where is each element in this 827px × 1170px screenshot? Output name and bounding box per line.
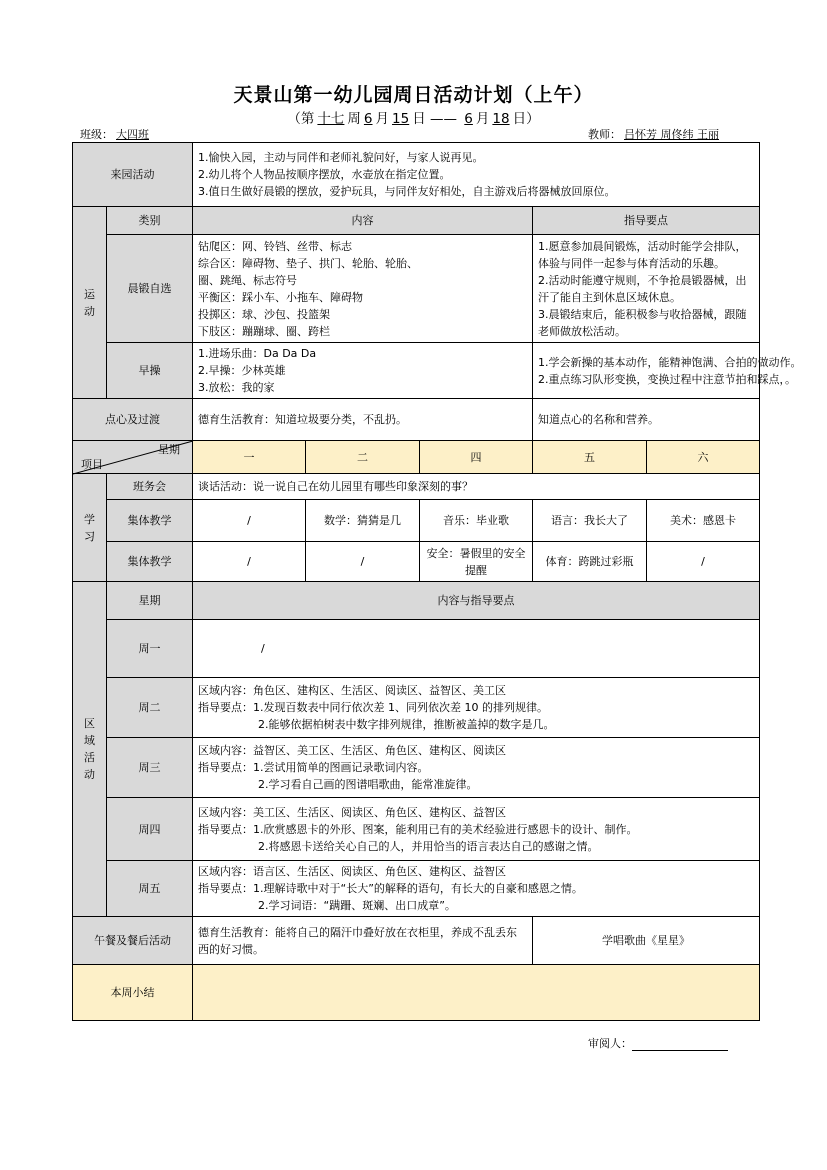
- area-content-wed: [193, 738, 760, 798]
- area-col-day: 星期: [107, 582, 193, 620]
- area-line: 2.将感恩卡送给关心自己的人，并用恰当的语言表达自己的感谢之情。: [258, 839, 599, 853]
- summary-row: [73, 965, 760, 1021]
- exercise-line: 3.放松：我的家: [198, 381, 275, 394]
- class-value: 大四班: [116, 128, 149, 141]
- snack-row: [73, 399, 760, 441]
- reviewer-label: 审阅人：: [588, 1037, 632, 1050]
- morning-line: 综合区：障碍物、垫子、拱门、轮胎、轮胎、: [198, 256, 418, 270]
- subtitle-sep: ——: [430, 111, 457, 127]
- sports-label-char: 动: [84, 304, 95, 318]
- end-day: 18: [492, 111, 510, 127]
- area-line: 2.学习词语：“蹒跚、斑斓、出口成章”。: [258, 899, 456, 912]
- group2-cell: /: [647, 542, 760, 582]
- reviewer-signature-line[interactable]: [632, 1038, 728, 1051]
- area-day-tue: 周二: [107, 678, 193, 738]
- morning-line: 平衡区：踩小车、小拖车、障碍物: [198, 290, 363, 304]
- class-meeting-content: 谈话活动：说一说自己在幼儿园里有哪些印象深刻的事？: [193, 474, 760, 500]
- area-line: 2.能够依据柏树表中数字排列规律，推断被盖掉的数字是几。: [258, 718, 555, 731]
- arrival-line: 3.值日生做好晨锻的摆放，爱护玩具，与同伴友好相处，自主游戏后将器械放回原位。: [198, 185, 616, 198]
- item-label: 项目: [81, 458, 103, 471]
- exercise-row: [73, 343, 760, 399]
- snack-guide: 知道点心的名称和营养。: [533, 399, 760, 441]
- arrival-row: [73, 143, 760, 207]
- group-teaching-row: [73, 542, 760, 582]
- subtitle-week-word: 周: [347, 111, 361, 127]
- group1-cell: 音乐：毕业歌: [420, 500, 533, 542]
- lunch-label: 午餐及餐后活动: [73, 917, 193, 965]
- group1-cell: 美术：感恩卡: [647, 500, 760, 542]
- day-mon: 一: [193, 441, 306, 474]
- area-day-mon: 周一: [107, 620, 193, 678]
- group-teaching-row: [73, 500, 760, 542]
- snack-label: 点心及过渡: [73, 399, 193, 441]
- exercise-guide-line: 1.学会新操的基本动作，能精神饱满、合拍的做动作。: [538, 355, 802, 369]
- group2-cell: /: [306, 542, 420, 582]
- subtitle-day1: 日: [412, 111, 426, 127]
- class-meeting-label: 班务会: [107, 474, 193, 500]
- group-teaching-label: 集体教学: [107, 542, 193, 582]
- area-line: 指导要点：1.尝试用简单的图画记录歌词内容。: [198, 761, 429, 774]
- day-sat: 六: [647, 441, 760, 474]
- subtitle-open: （第: [287, 111, 315, 127]
- teacher-label: 教师：: [588, 128, 621, 141]
- class-meeting-row: [73, 474, 760, 500]
- group1-cell: /: [193, 500, 306, 542]
- plan-table: [72, 142, 802, 1021]
- area-row-mon: [73, 620, 760, 678]
- weekday-label: 星期: [158, 443, 180, 456]
- study-label-char: 学: [84, 512, 95, 526]
- day-thu: 四: [420, 441, 533, 474]
- morning-line: 下肢区：蹦蹦球、圈、跨栏: [198, 324, 330, 338]
- area-content-mon: /: [193, 620, 760, 678]
- area-line: 指导要点：1.理解诗歌中对于“长大”的解释的语句，有长大的自豪和感恩之情。: [198, 882, 583, 895]
- area-line: 区域内容：美工区、生活区、阅读区、角色区、建构区、益智区: [198, 805, 506, 819]
- col-type: 类别: [107, 207, 193, 235]
- area-label-char: 区: [84, 717, 95, 730]
- arrival-line: 1.愉快入园，主动与同伴和老师礼貌问好，与家人说再见。: [198, 151, 484, 164]
- area-label-char: 域: [84, 734, 95, 747]
- reviewer: [588, 1035, 728, 1051]
- area-row-thu: [73, 798, 760, 861]
- start-month: 6: [363, 111, 373, 127]
- class-label: 班级：: [80, 128, 113, 141]
- page-title: 天景山第一幼儿园周日活动计划（上午）: [233, 84, 594, 106]
- morning-content: [193, 235, 533, 343]
- subtitle-close: 日）: [512, 111, 540, 127]
- group1-cell: 语言：我长大了: [533, 500, 647, 542]
- summary-content[interactable]: [193, 965, 760, 1021]
- teacher-value: 吕怀芳 周佟纬 王丽: [624, 128, 719, 141]
- end-month: 6: [464, 111, 473, 127]
- sports-label: [73, 207, 107, 399]
- subtitle-month1: 月: [375, 111, 390, 127]
- area-line: 区域内容：益智区、美工区、生活区、角色区、建构区、阅读区: [198, 744, 506, 757]
- date-range: [0, 107, 827, 127]
- start-day: 15: [392, 111, 410, 127]
- arrival-label: 来园活动: [73, 143, 193, 207]
- arrival-content: [193, 143, 760, 207]
- group2-cell: 体育：跨跳过彩瓶: [533, 542, 647, 582]
- group1-cell: 数学：猜猜是几: [306, 500, 420, 542]
- class-info: [80, 126, 176, 142]
- day-tue: 二: [306, 441, 420, 474]
- morning-guide: [533, 235, 760, 343]
- exercise-guide: [533, 343, 802, 399]
- col-content: 内容: [193, 207, 533, 235]
- day-fri: 五: [533, 441, 647, 474]
- morning-line: 投掷区：球、沙包、投篮架: [198, 307, 330, 321]
- week-header-row: [73, 441, 760, 474]
- area-content-thu: [193, 798, 760, 861]
- area-header-row: [73, 582, 760, 620]
- exercise-label: 早操: [107, 343, 193, 399]
- area-col-content: 内容与指导要点: [193, 582, 760, 620]
- study-label-char: 习: [84, 529, 95, 543]
- col-guide: 指导要点: [533, 207, 760, 235]
- area-day-wed: 周三: [107, 738, 193, 798]
- area-label-char: 动: [84, 768, 95, 781]
- sports-label-char: 运: [84, 287, 95, 301]
- area-line: 指导要点：1.欣赏感恩卡的外形、图案，能利用已有的美术经验进行感恩卡的设计、制作。: [198, 822, 638, 836]
- morning-guide-line: 1.愿意参加晨间锻炼，活动时能学会排队，体验与同伴一起参与体育活动的乐趣。: [538, 239, 747, 270]
- group-teaching-label: 集体教学: [107, 500, 193, 542]
- area-line: 2.学习看自己画的图谱唱歌曲，能常准旋律。: [258, 778, 478, 791]
- area-label-char: 活: [84, 751, 95, 764]
- area-row-tue: [73, 678, 760, 738]
- exercise-guide-line: 2.重点练习队形变换，变换过程中注意节拍和踩点，。: [538, 372, 796, 386]
- area-content-tue: [193, 678, 760, 738]
- area-day-thu: 周四: [107, 798, 193, 861]
- morning-line: 圈、跳绳、标志符号: [198, 273, 297, 287]
- area-line: 指导要点：1.发现百数表中同行依次差 1、同列依次差 10 的排列规律。: [198, 701, 548, 714]
- morning-label: 晨锻自选: [107, 235, 193, 343]
- lunch-activity: 学唱歌曲《星星》: [533, 917, 760, 965]
- morning-guide-line: 3.晨锻结束后，能积极参与收拾器械，跟随老师做放松活动。: [538, 307, 747, 338]
- exercise-line: 2.早操：少林英雄: [198, 364, 286, 377]
- area-row-fri: [73, 861, 760, 917]
- exercise-line: 1.进场乐曲：Da Da Da: [198, 347, 317, 360]
- area-day-fri: 周五: [107, 861, 193, 917]
- morning-row: [73, 235, 760, 343]
- area-label: [73, 582, 107, 917]
- morning-guide-line: 2.活动时能遵守规则，不争抢晨锻器械，出汗了能自主到休息区域休息。: [538, 273, 747, 304]
- lunch-content: 德育生活教育：能将自己的隔汗巾叠好放在衣柜里，养成不乱丢东西的好习惯。: [193, 917, 533, 965]
- exercise-content: [193, 343, 533, 399]
- morning-line: 钻爬区：网、铃铛、丝带、标志: [198, 239, 352, 253]
- subtitle-month2: 月: [475, 111, 490, 127]
- area-line: 区域内容：语言区、生活区、阅读区、角色区、建构区、益智区: [198, 865, 506, 878]
- group2-cell: 安全：暑假里的安全提醒: [420, 542, 533, 582]
- study-label: [73, 474, 107, 582]
- summary-label: 本周小结: [73, 965, 193, 1021]
- snack-content: 德育生活教育：知道垃圾要分类，不乱扔。: [193, 399, 533, 441]
- sports-header-row: [73, 207, 760, 235]
- area-line: 区域内容：角色区、建构区、生活区、阅读区、益智区、美工区: [198, 684, 506, 697]
- lunch-row: [73, 917, 760, 965]
- area-content-fri: [193, 861, 760, 917]
- arrival-line: 2.幼儿将个人物品按顺序摆放，水壶放在指定位置。: [198, 168, 451, 181]
- week-item-header: [73, 441, 193, 474]
- week-number: 十七: [317, 111, 345, 127]
- area-row-wed: [73, 738, 760, 798]
- group2-cell: /: [193, 542, 306, 582]
- teacher-info: [588, 126, 722, 142]
